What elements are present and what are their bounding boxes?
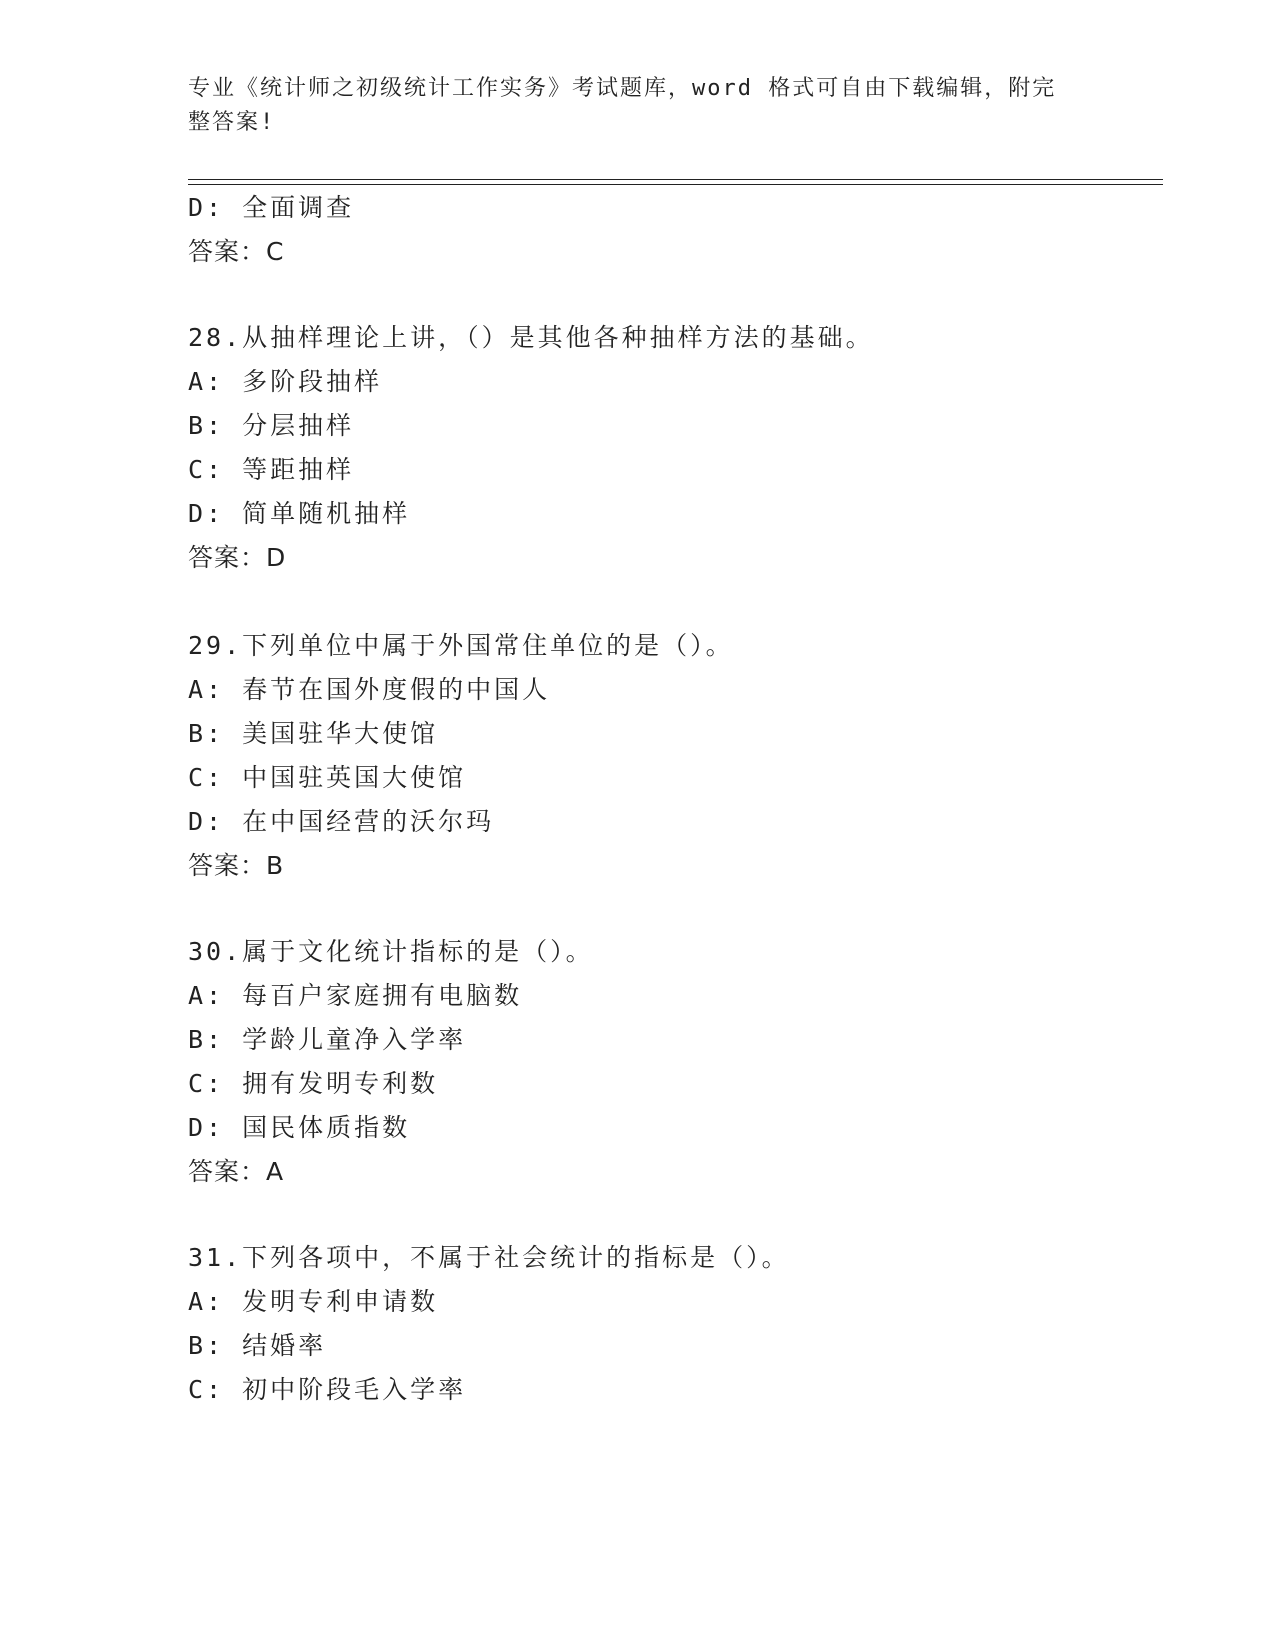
question-29-option-b: B: 美国驻华大使馆 <box>188 719 439 748</box>
question-28-answer: 答案：D <box>188 543 287 572</box>
question-29-stem: 29.下列单位中属于外国常住单位的是（）。 <box>188 631 734 660</box>
header-line-2: 整答案! <box>188 110 276 135</box>
question-31-option-c: C: 初中阶段毛入学率 <box>188 1375 467 1404</box>
question-29-option-c: C: 中国驻英国大使馆 <box>188 763 467 792</box>
question-30-option-b: B: 学龄儿童净入学率 <box>188 1025 467 1054</box>
header-divider-top <box>188 179 1163 180</box>
question-30-option-a: A: 每百户家庭拥有电脑数 <box>188 981 523 1010</box>
header-line-1: 专业《统计师之初级统计工作实务》考试题库，word 格式可自由下载编辑，附完 <box>188 76 1057 101</box>
question-30-stem: 30.属于文化统计指标的是（）。 <box>188 937 594 966</box>
question-30-option-c: C: 拥有发明专利数 <box>188 1069 439 1098</box>
question-31-option-b: B: 结婚率 <box>188 1331 327 1360</box>
question-30-option-d: D: 国民体质指数 <box>188 1113 411 1142</box>
question-28-option-b: B: 分层抽样 <box>188 411 355 440</box>
question-28-option-a: A: 多阶段抽样 <box>188 367 383 396</box>
question-29-option-d: D: 在中国经营的沃尔玛 <box>188 807 495 836</box>
prev-answer: 答案：C <box>188 237 285 266</box>
question-31-stem: 31.下列各项中，不属于社会统计的指标是（）。 <box>188 1243 790 1272</box>
question-29-option-a: A: 春节在国外度假的中国人 <box>188 675 551 704</box>
question-28-option-d: D: 简单随机抽样 <box>188 499 411 528</box>
question-29-answer: 答案：B <box>188 851 285 880</box>
question-28-option-c: C: 等距抽样 <box>188 455 355 484</box>
document-header <box>188 72 1088 140</box>
prev-option-d: D: 全面调查 <box>188 193 355 222</box>
question-28-stem: 28.从抽样理论上讲，（）是其他各种抽样方法的基础。 <box>188 323 874 352</box>
question-31-option-a: A: 发明专利申请数 <box>188 1287 439 1316</box>
header-divider-bottom <box>188 184 1163 185</box>
question-30-answer: 答案：A <box>188 1157 285 1186</box>
